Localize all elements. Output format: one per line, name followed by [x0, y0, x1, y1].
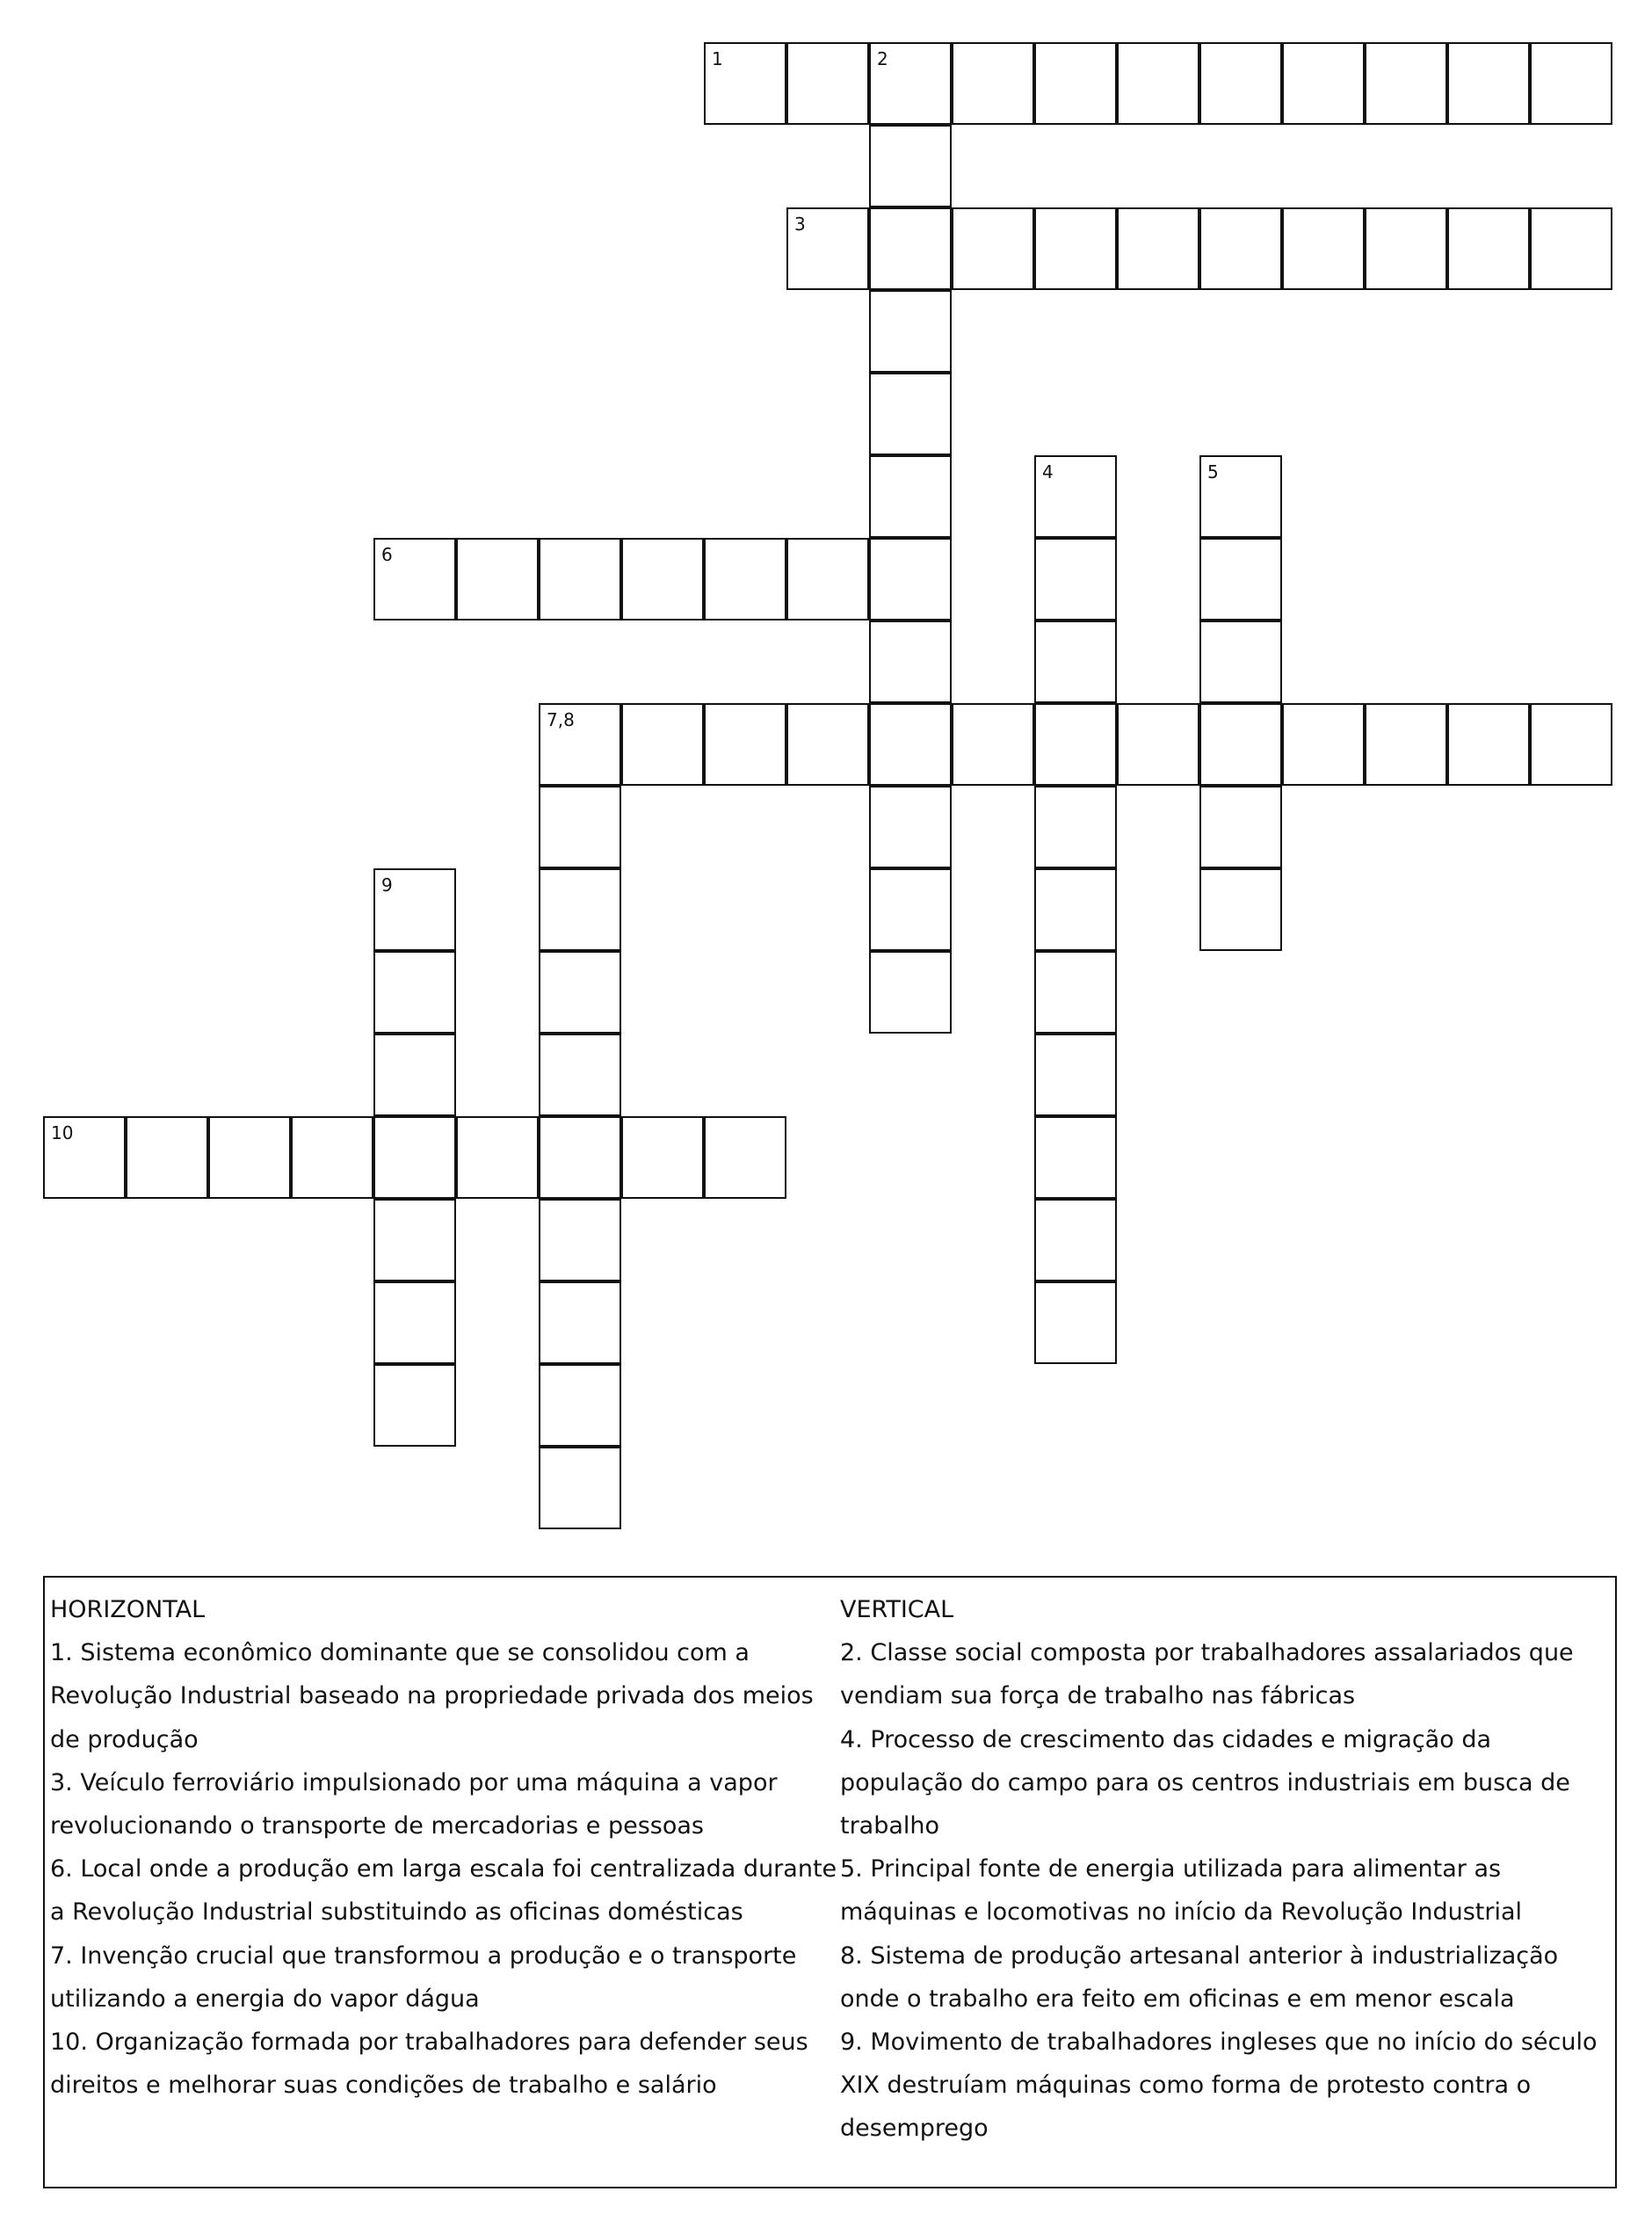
clue-number: 5 [1207, 461, 1219, 483]
grid-cell[interactable] [539, 1364, 621, 1447]
grid-cell[interactable] [1365, 42, 1447, 125]
grid-cell[interactable] [1034, 1199, 1117, 1281]
grid-cell[interactable] [539, 786, 621, 868]
grid-cell[interactable] [1282, 42, 1365, 125]
grid-cell[interactable] [126, 1116, 208, 1199]
vertical-clue-2: 2. Classe social composta por trabalhadores assalariados que vendiam sua força de trabalho nas fábricas [840, 1639, 1574, 1710]
grid-cell[interactable] [1199, 538, 1282, 621]
grid-cell[interactable] [208, 1116, 291, 1199]
grid-cell[interactable] [786, 207, 869, 290]
grid-cell[interactable] [1034, 1281, 1117, 1364]
grid-cell[interactable] [1530, 207, 1612, 290]
clue-number: 3 [794, 214, 806, 235]
grid-cell[interactable] [539, 1199, 621, 1281]
grid-cell[interactable] [704, 1116, 786, 1199]
grid-cell[interactable] [539, 1281, 621, 1364]
vertical-title: VERTICAL [840, 1596, 954, 1623]
grid-cell[interactable] [621, 1116, 704, 1199]
grid-cell[interactable] [1199, 703, 1282, 786]
grid-cell[interactable] [1034, 42, 1117, 125]
grid-cell[interactable] [869, 455, 952, 538]
grid-cell[interactable] [373, 1364, 456, 1447]
clue-number: 4 [1042, 461, 1054, 483]
horizontal-clue-10: 10. Organização formada por trabalhadores para defender seus direitos e melhorar suas condições de trabalho e salário [50, 2028, 808, 2100]
grid-cell[interactable] [869, 621, 952, 703]
clue-number: 7,8 [547, 709, 575, 730]
grid-cell[interactable] [1117, 207, 1199, 290]
grid-cell[interactable] [373, 1199, 456, 1281]
grid-cell[interactable] [621, 703, 704, 786]
grid-cell[interactable] [952, 207, 1034, 290]
grid-cell[interactable] [869, 42, 952, 125]
grid-cell[interactable] [786, 703, 869, 786]
grid-cell[interactable] [539, 1034, 621, 1116]
horizontal-clue-6: 6. Local onde a produção em larga escala foi centralizada durante a Revolução Industrial substituindo as oficinas domésticas [50, 1855, 837, 1927]
grid-cell[interactable] [43, 1116, 126, 1199]
grid-cell[interactable] [1034, 786, 1117, 868]
grid-cell[interactable] [291, 1116, 373, 1199]
grid-cell[interactable] [456, 1116, 539, 1199]
vertical-clue-9: 9. Movimento de trabalhadores ingleses que no início do século XIX destruíam máquinas como forma de protesto contra o desemprego [840, 2028, 1598, 2143]
grid-cell[interactable] [704, 703, 786, 786]
grid-cell[interactable] [1447, 42, 1530, 125]
grid-cell[interactable] [869, 951, 952, 1034]
grid-cell[interactable] [1034, 1116, 1117, 1199]
grid-cell[interactable] [1447, 207, 1530, 290]
horizontal-clue-1: 1. Sistema econômico dominante que se consolidou com a Revolução Industrial baseado na propriedade privada dos meios de produção [50, 1639, 814, 1753]
grid-cell[interactable] [1034, 207, 1117, 290]
grid-cell[interactable] [1199, 207, 1282, 290]
grid-cell[interactable] [1530, 42, 1612, 125]
grid-cell[interactable] [869, 703, 952, 786]
grid-cell[interactable] [539, 1116, 621, 1199]
clue-number: 1 [712, 48, 723, 69]
grid-cell[interactable] [869, 207, 952, 290]
grid-cell[interactable] [1034, 1034, 1117, 1116]
grid-cell[interactable] [1117, 42, 1199, 125]
horizontal-clues [50, 1588, 841, 2107]
grid-cell[interactable] [1199, 868, 1282, 951]
grid-cell[interactable] [539, 538, 621, 621]
grid-cell[interactable] [1447, 703, 1530, 786]
grid-cell[interactable] [1199, 786, 1282, 868]
grid-cell[interactable] [373, 538, 456, 621]
grid-cell[interactable] [704, 538, 786, 621]
horizontal-title: HORIZONTAL [50, 1596, 206, 1623]
grid-cell[interactable] [373, 868, 456, 951]
grid-cell[interactable] [869, 538, 952, 621]
grid-cell[interactable] [869, 290, 952, 373]
grid-cell[interactable] [1034, 868, 1117, 951]
grid-cell[interactable] [869, 868, 952, 951]
grid-cell[interactable] [1365, 207, 1447, 290]
grid-cell[interactable] [539, 951, 621, 1034]
grid-cell[interactable] [456, 538, 539, 621]
clue-number: 6 [381, 544, 393, 565]
grid-cell[interactable] [869, 125, 952, 207]
grid-cell[interactable] [1034, 538, 1117, 621]
grid-cell[interactable] [621, 538, 704, 621]
grid-cell[interactable] [1365, 703, 1447, 786]
grid-cell[interactable] [1282, 703, 1365, 786]
grid-cell[interactable] [869, 786, 952, 868]
grid-cell[interactable] [786, 42, 869, 125]
grid-cell[interactable] [869, 373, 952, 455]
grid-cell[interactable] [1034, 951, 1117, 1034]
grid-cell[interactable] [1282, 207, 1365, 290]
grid-cell[interactable] [539, 868, 621, 951]
grid-cell[interactable] [373, 1034, 456, 1116]
grid-cell[interactable] [1199, 42, 1282, 125]
grid-cell[interactable] [1117, 703, 1199, 786]
grid-cell[interactable] [1530, 703, 1612, 786]
horizontal-clue-3: 3. Veículo ferroviário impulsionado por uma máquina a vapor revolucionando o transporte de mercadorias e pessoas [50, 1768, 778, 1840]
grid-cell[interactable] [539, 1447, 621, 1529]
horizontal-clue-7: 7. Invenção crucial que transformou a produção e o transporte utilizando a energia do vapor dágua [50, 1941, 797, 2013]
grid-cell[interactable] [704, 42, 786, 125]
clue-number: 2 [877, 48, 888, 69]
grid-cell[interactable] [1199, 455, 1282, 538]
grid-cell[interactable] [786, 538, 869, 621]
grid-cell[interactable] [539, 703, 621, 786]
grid-cell[interactable] [1034, 455, 1117, 538]
clue-number: 9 [381, 875, 393, 896]
clues-box [43, 1576, 1617, 2188]
grid-cell[interactable] [952, 42, 1034, 125]
grid-cell[interactable] [1199, 621, 1282, 703]
vertical-clue-4: 4. Processo de crescimento das cidades e migração da população do campo para os centros industriais em busca de trabalho [840, 1725, 1570, 1840]
grid-cell[interactable] [373, 951, 456, 1034]
grid-cell[interactable] [373, 1281, 456, 1364]
vertical-clue-5: 5. Principal fonte de energia utilizada para alimentar as máquinas e locomotivas no início da Revolução Industrial [840, 1855, 1522, 1927]
grid-cell[interactable] [1034, 703, 1117, 786]
grid-cell[interactable] [373, 1116, 456, 1199]
grid-cell[interactable] [1034, 621, 1117, 703]
vertical-clue-8: 8. Sistema de produção artesanal anterior à industrialização onde o trabalho era feito em oficinas e em menor escala [840, 1941, 1559, 2013]
vertical-clues [840, 1588, 1613, 2151]
grid-cell[interactable] [952, 703, 1034, 786]
clue-number: 10 [51, 1122, 74, 1143]
